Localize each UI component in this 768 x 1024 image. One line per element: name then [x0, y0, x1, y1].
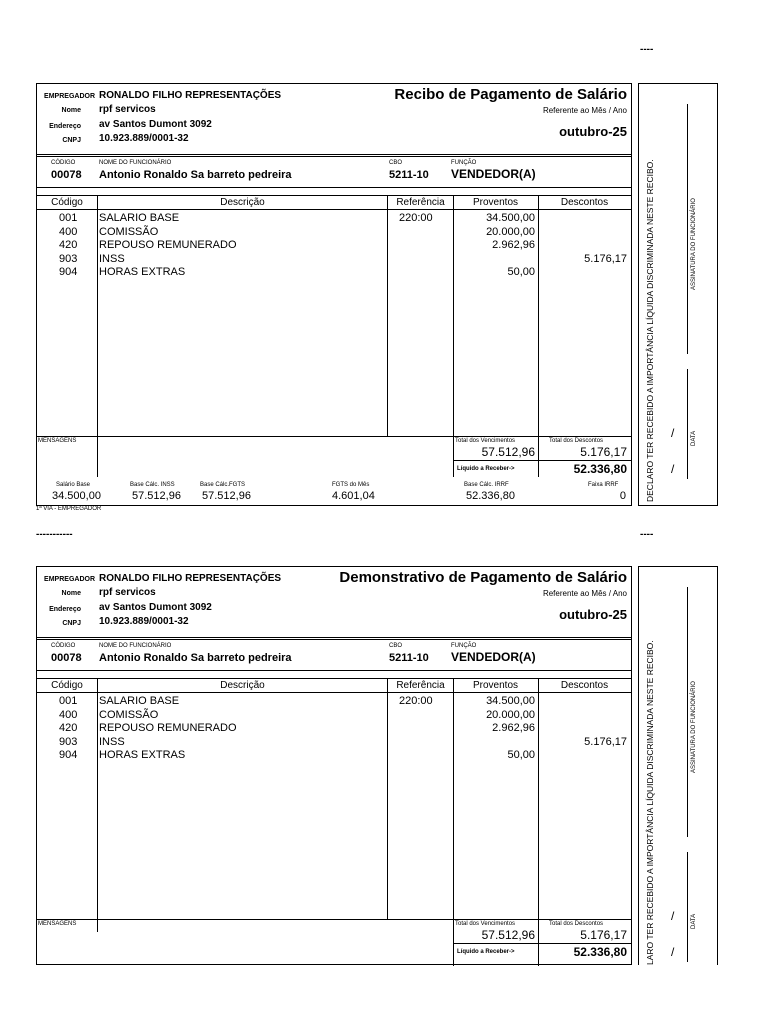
nome-label: Nome [61, 590, 81, 597]
cbo-label: CBO [389, 643, 403, 649]
salario-base-value: 34.500,00 [52, 490, 101, 502]
employee-role: VENDEDOR(A) [451, 167, 536, 181]
item-descricao: INSS [99, 735, 125, 748]
slip-main [36, 566, 632, 965]
bases-row [36, 482, 632, 506]
col-descontos: Descontos [538, 196, 631, 210]
reference-label: Referente ao Mês / Ano [542, 589, 627, 598]
item-proventos: 2.962,96 [492, 722, 535, 734]
mensagens-label: MENSAGENS [38, 921, 77, 927]
base-fgts-label: Base Cálc.FGTS [200, 482, 246, 488]
base-inss-value: 57.512,96 [132, 490, 181, 502]
codigo-label: CÓDIGO [51, 643, 76, 649]
total-descontos-label: Total dos Descontos [549, 921, 604, 927]
item-proventos: 2.962,96 [492, 239, 535, 251]
total-descontos: 5.176,17 [580, 928, 627, 942]
nome-label: Nome [61, 107, 81, 114]
endereco-label: Endereço [49, 606, 81, 613]
item-codigo: 400 [59, 225, 78, 238]
cut-mark: ---- [640, 529, 654, 540]
signature-label: ASSINATURA DO FUNCIONÁRIO [691, 198, 697, 290]
employer-name: RONALDO FILHO REPRESENTAÇÕES [99, 90, 282, 101]
items-table [37, 195, 631, 437]
base-fgts-value: 57.512,96 [202, 490, 251, 502]
base-irrf-label: Base Cálc. IRRF [464, 482, 509, 488]
item-codigo: 400 [59, 708, 78, 721]
employee-role: VENDEDOR(A) [451, 650, 536, 664]
item-proventos: 20.000,00 [486, 225, 535, 238]
cut-mark: ---- [640, 44, 654, 55]
date-slash: / [671, 462, 675, 476]
codigo-label: CÓDIGO [51, 160, 76, 166]
item-codigo: 903 [59, 735, 78, 748]
employer-cnpj: 10.923.889/0001-32 [99, 133, 189, 144]
messages-section [37, 436, 631, 477]
fgts-mes-value: 4.601,04 [332, 490, 375, 502]
item-descricao: COMISSÃO [99, 225, 159, 238]
item-proventos: 34.500,00 [486, 695, 535, 707]
date-slash: / [671, 945, 675, 959]
item-descricao: INSS [99, 252, 125, 265]
date-slash: / [671, 426, 675, 440]
employee-info [37, 639, 631, 671]
base-irrf-value: 52.336,80 [466, 490, 515, 502]
faixa-irrf-label: Faixa IRRF [588, 482, 619, 488]
cut-mark: ----------- [36, 529, 73, 540]
nome-funcionario-label: NOME DO FUNCIONÁRIO [99, 643, 172, 649]
messages-section [37, 919, 631, 960]
funcao-label: FUNÇÃO [451, 643, 477, 649]
col-codigo: Código [37, 196, 97, 210]
base-inss-label: Base Cálc. INSS [130, 482, 175, 488]
cnpj-label: CNPJ [62, 137, 81, 144]
nome-funcionario-label: NOME DO FUNCIONÁRIO [99, 160, 172, 166]
signature-strip [638, 566, 718, 965]
employee-cbo: 5211-10 [389, 652, 429, 664]
employer-name: RONALDO FILHO REPRESENTAÇÕES [99, 573, 282, 584]
employer-address: av Santos Dumont 3092 [99, 602, 212, 613]
slip-title: Recibo de Pagamento de Salário [394, 86, 627, 103]
employee-name: Antonio Ronaldo Sa barreto pedreira [99, 169, 292, 181]
total-vencimentos-label: Total dos Vencimentos [455, 921, 516, 927]
total-vencimentos: 57.512,96 [481, 445, 535, 459]
item-descricao: REPOUSO REMUNERADO [99, 239, 237, 251]
item-descricao: SALARIO BASE [99, 695, 180, 707]
reference-label: Referente ao Mês / Ano [542, 106, 627, 115]
slip-main [36, 83, 632, 506]
liquido-label: Líquido a Receber-> [457, 949, 515, 955]
item-codigo: 001 [59, 212, 78, 224]
col-referencia: Referência [388, 196, 453, 210]
item-referencia: 220:00 [399, 212, 433, 224]
item-codigo: 001 [59, 695, 78, 707]
funcao-label: FUNÇÃO [451, 160, 477, 166]
mensagens-label: MENSAGENS [38, 438, 77, 444]
col-proventos: Proventos [453, 679, 538, 693]
date-label: DATA [691, 913, 697, 929]
item-codigo: 904 [59, 749, 78, 761]
slip-header [37, 567, 631, 638]
item-proventos: 50,00 [507, 266, 535, 278]
employer-label: EMPREGADOR [44, 576, 95, 583]
col-codigo: Código [37, 679, 97, 693]
slip-header [37, 84, 631, 155]
col-descricao: Descrição [97, 196, 388, 210]
declaration-text: DECLARO TER RECEBIDO A IMPORTÂNCIA LÍQUIDA DISCRIMINADA NESTE RECIBO. [645, 159, 655, 502]
col-referencia: Referência [388, 679, 453, 693]
col-descricao: Descrição [97, 679, 388, 693]
employer-label: EMPREGADOR [44, 93, 95, 100]
item-descricao: COMISSÃO [99, 708, 159, 721]
total-vencimentos: 57.512,96 [481, 928, 535, 942]
item-codigo: 420 [59, 722, 78, 734]
employer-address: av Santos Dumont 3092 [99, 119, 212, 130]
employee-name: Antonio Ronaldo Sa barreto pedreira [99, 652, 292, 664]
items-table [37, 678, 631, 920]
total-descontos-label: Total dos Descontos [549, 438, 604, 444]
via-label: 1ª VIA - EMPREGADOR [36, 506, 102, 512]
payslip-statement [36, 566, 718, 966]
liquido-receber: 52.336,80 [573, 462, 627, 476]
payslip-receipt [36, 83, 718, 523]
item-descontos: 5.176,17 [584, 252, 627, 265]
total-descontos: 5.176,17 [580, 445, 627, 459]
cnpj-label: CNPJ [62, 620, 81, 627]
item-proventos: 20.000,00 [486, 708, 535, 721]
total-vencimentos-label: Total dos Vencimentos [455, 438, 516, 444]
item-proventos: 50,00 [507, 749, 535, 761]
endereco-label: Endereço [49, 123, 81, 130]
employee-code: 00078 [51, 652, 82, 664]
employer-cnpj: 10.923.889/0001-32 [99, 616, 189, 627]
signature-label: ASSINATURA DO FUNCIONÁRIO [691, 681, 697, 773]
item-descricao: HORAS EXTRAS [99, 266, 186, 278]
faixa-irrf-value: 0 [619, 490, 626, 502]
item-codigo: 420 [59, 239, 78, 251]
fgts-mes-label: FGTS do Mês [332, 482, 370, 488]
col-descontos: Descontos [538, 679, 631, 693]
item-descricao: SALARIO BASE [99, 212, 180, 224]
liquido-receber: 52.336,80 [573, 945, 627, 959]
item-descricao: REPOUSO REMUNERADO [99, 722, 237, 734]
employer-nome: rpf servicos [99, 104, 156, 115]
employee-code: 00078 [51, 169, 82, 181]
signature-strip [638, 83, 718, 506]
employer-nome: rpf servicos [99, 587, 156, 598]
col-proventos: Proventos [453, 196, 538, 210]
cbo-label: CBO [389, 160, 403, 166]
item-referencia: 220:00 [399, 695, 433, 707]
date-slash: / [671, 909, 675, 923]
item-codigo: 904 [59, 266, 78, 278]
item-descricao: HORAS EXTRAS [99, 749, 186, 761]
item-codigo: 903 [59, 252, 78, 265]
date-label: DATA [691, 430, 697, 446]
employee-cbo: 5211-10 [389, 169, 429, 181]
salario-base-label: Salário Base [56, 482, 91, 488]
slip-title: Demonstrativo de Pagamento de Salário [339, 569, 627, 586]
declaration-text: LARO TER RECEBIDO A IMPORTÂNCIA LÍQUIDA DISCRIMINADA NESTE RECIBO. [645, 640, 655, 965]
reference-month: outubro-25 [559, 124, 627, 139]
item-proventos: 34.500,00 [486, 212, 535, 224]
employee-info [37, 156, 631, 188]
item-descontos: 5.176,17 [584, 735, 627, 748]
liquido-label: Líquido a Receber-> [457, 466, 515, 472]
reference-month: outubro-25 [559, 607, 627, 622]
